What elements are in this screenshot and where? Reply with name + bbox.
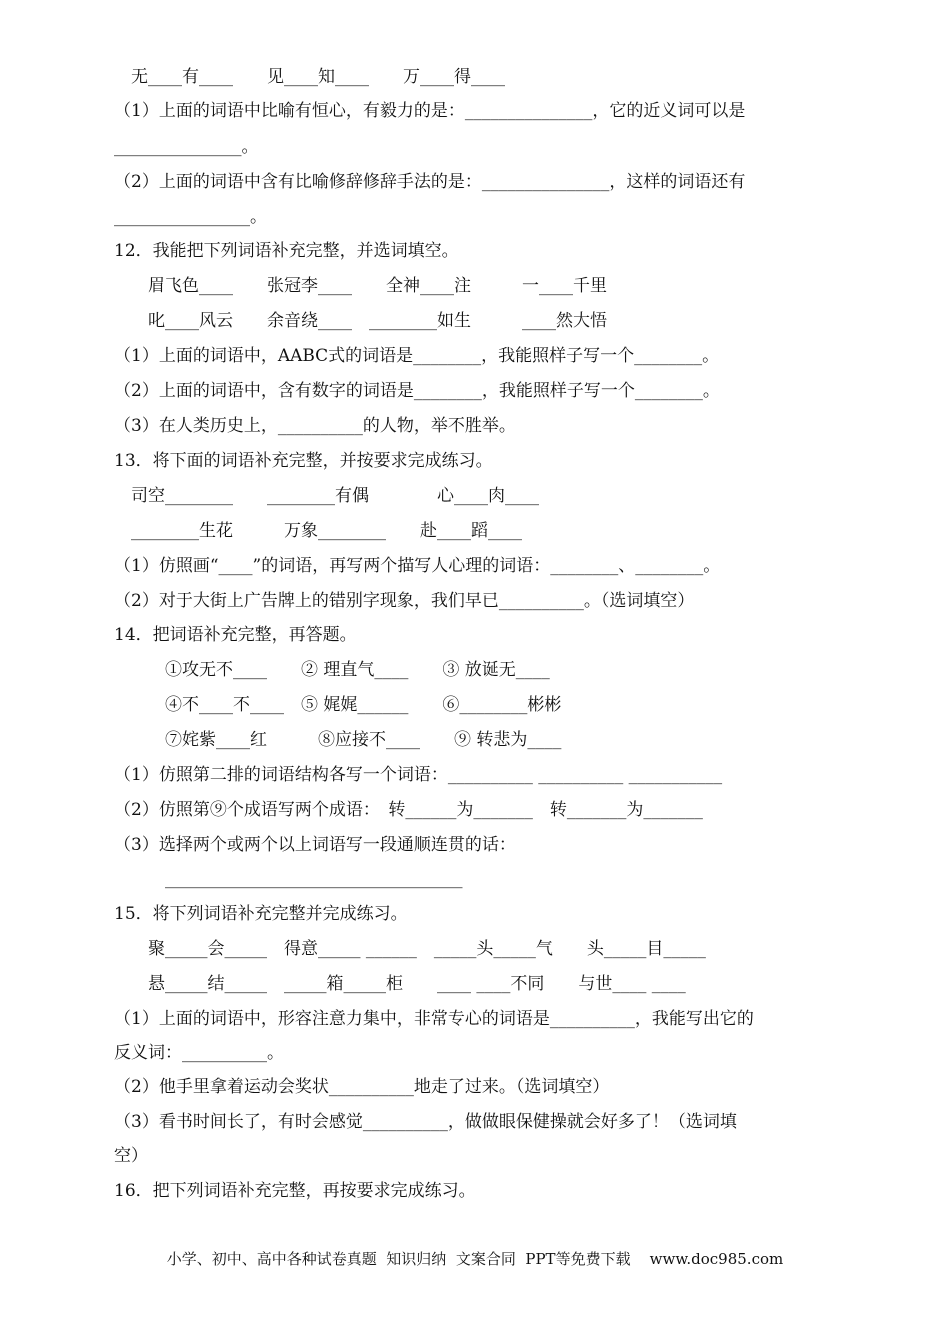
- heading-q12: 12．我能把下列词语补充完整，并选词填空。: [114, 241, 459, 261]
- line-q15-3: （3）看书时间长了，有时会感觉__________，做做眼保健操就会好多了！（选词填: [114, 1112, 737, 1132]
- line-q13-1: （1）仿照画“____”的词语，再写两个描写人心理的词语：________、________。: [114, 556, 721, 576]
- line-q11-2: （2）上面的词语中含有比喻修辞修辞手法的是：_______________，这样的词语还有: [114, 172, 746, 192]
- line-q15-2: （2）他手里拿着运动会奖状__________地走了过来。（选词填空）: [114, 1077, 610, 1097]
- heading-q13: 13．将下面的词语补充完整，并按要求完成练习。: [114, 451, 493, 471]
- line-q12-2: （2）上面的词语中，含有数字的词语是________，我能照样子写一个________。: [114, 381, 720, 401]
- line-q11-1-cont: _______________。: [114, 137, 259, 157]
- line-q14-words-3: ⑦姹紫____红 ⑧应接不____ ⑨ 转悲为____: [114, 730, 562, 750]
- line-q15-1-cont: 反义词：__________。: [114, 1043, 284, 1063]
- line-q12-3: （3）在人类历史上，__________的人物，举不胜举。: [114, 416, 516, 436]
- line-q14-words-1: ①攻无不____ ② 理直气____ ③ 放诞无____: [114, 660, 550, 680]
- page-footer: 小学、初中、高中各种试卷真题 知识归纳 文案合同 PPT等免费下载 www.doc985.com: [166, 1250, 784, 1268]
- line-q11-1: （1）上面的词语中比喻有恒心，有毅力的是：_______________，它的近义词可以是: [114, 101, 746, 121]
- line-q13-words-1: 司空________ ________有偶 心____肉____: [114, 486, 539, 506]
- heading-q16: 16．把下列词语补充完整，再按要求完成练习。: [114, 1181, 476, 1201]
- line-q13-2: （2）对于大街上广告牌上的错别字现象，我们早已__________。（选词填空）: [114, 591, 695, 611]
- line-q12-words-2: 叱____风云 余音绕____ ________如生 ____然大悟: [114, 311, 607, 331]
- line-q11-2-cont: ________________。: [114, 207, 267, 227]
- line-word-blanks-top: 无____有____ 见____知____ 万____得____: [114, 67, 505, 87]
- line-q13-words-2: ________生花 万象________ 赴____蹈____: [114, 521, 522, 541]
- line-q14-3-answer: ___________________________________: [114, 869, 463, 889]
- heading-q15: 15．将下列词语补充完整并完成练习。: [114, 904, 408, 924]
- line-q15-words-2: 悬_____结_____ _____箱_____柜 ____ ____不同 与世____ ____: [114, 974, 686, 994]
- line-q14-2: （2）仿照第⑨个成语写两个成语： 转______为_______ 转_______为_______: [114, 800, 703, 820]
- line-q14-words-2: ④不____不____ ⑤ 娓娓______ ⑥________彬彬: [114, 695, 562, 715]
- line-q14-1: （1）仿照第二排的词语结构各写一个词语：__________ __________ ___________: [114, 765, 723, 785]
- line-q15-words-1: 聚_____会_____ 得意_____ ______ _____头_____气 头_____目_____: [114, 939, 706, 959]
- line-q12-words-1: 眉飞色____ 张冠李____ 全神____注 一____千里: [114, 276, 607, 296]
- line-q12-1: （1）上面的词语中，AABC式的词语是________，我能照样子写一个________。: [114, 346, 720, 366]
- heading-q14: 14．把词语补充完整，再答题。: [114, 625, 357, 645]
- line-q15-3-cont: 空）: [114, 1146, 148, 1166]
- line-q15-1: （1）上面的词语中，形容注意力集中，非常专心的词语是__________，我能写出它的: [114, 1009, 754, 1029]
- line-q14-3: （3）选择两个或两个以上词语写一段通顺连贯的话：: [114, 835, 516, 855]
